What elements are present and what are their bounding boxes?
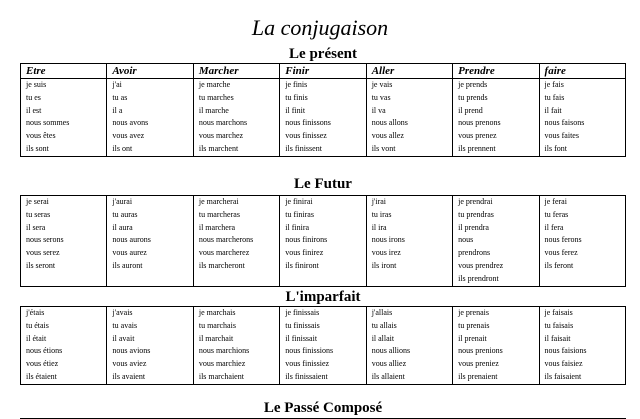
- conjugation-line: je serai: [26, 197, 49, 206]
- conjugation-cell: [107, 307, 193, 385]
- conjugation-line: tu seras: [26, 209, 51, 219]
- conjugation-cell: [280, 307, 366, 385]
- conjugation-line: il est: [26, 105, 42, 115]
- conjugation-cell: [539, 307, 625, 385]
- verb-header: Avoir: [107, 64, 193, 79]
- conjugation-line: nous sommes: [26, 118, 70, 128]
- conjugation-line: il marchait: [198, 333, 234, 343]
- conjugation-line: ils vont: [371, 143, 396, 153]
- conjugation-line: tu feras: [544, 209, 569, 219]
- conjugation-line: j'ai: [112, 80, 122, 89]
- conjugation-line: tu es: [26, 92, 41, 102]
- conjugation-line: j'aurai: [112, 197, 133, 206]
- conjugation-line: vous prendrez: [458, 260, 504, 270]
- conjugation-line: il aura: [112, 222, 133, 232]
- conjugation-line: ils prenaient: [458, 371, 498, 381]
- conjugation-line: je suis: [26, 80, 47, 89]
- conjugation-cell: [107, 79, 193, 157]
- conjugation-line: vous ferez: [544, 248, 578, 258]
- conjugation-cell: [280, 196, 366, 287]
- conjugation-line: vous finirez: [285, 248, 324, 258]
- conjugation-line: tu marchais: [198, 320, 236, 330]
- conjugation-line: vous finissez: [285, 131, 327, 141]
- conjugation-line: vous étiez: [26, 359, 59, 369]
- conjugation-line: prendrons: [458, 248, 491, 258]
- conjugation-line: tu allais: [371, 320, 397, 330]
- conjugation-cell: [21, 79, 107, 157]
- conjugation-line: j'étais: [26, 308, 45, 317]
- conjugation-line: ils feront: [544, 260, 574, 270]
- verb-header: Etre: [21, 64, 107, 79]
- conjugation-line: nous allions: [371, 346, 411, 356]
- conjugation-line: tu finissais: [285, 320, 320, 330]
- conjugation-line: ils finiront: [285, 260, 319, 270]
- section-title-present: Le présent: [289, 46, 357, 62]
- conjugation-line: ils font: [544, 143, 567, 153]
- conjugation-line: ils sont: [26, 143, 49, 153]
- conjugation-cell: [453, 307, 539, 385]
- conjugation-cell: [193, 196, 279, 287]
- conjugation-line: nous faisions: [544, 346, 587, 356]
- conjugation-line: tu fais: [544, 92, 565, 102]
- conjugation-line: il finissait: [285, 333, 318, 343]
- section-title-passe-compose: Le Passé Composé: [263, 400, 383, 416]
- conjugation-line: il finit: [285, 105, 306, 115]
- conjugation-line: vous avez: [112, 131, 145, 141]
- conjugation-line: nous prenons: [458, 118, 501, 128]
- conjugation-line: je finirai: [285, 197, 313, 206]
- conjugation-line: je marcherai: [198, 197, 239, 206]
- conjugation-row: [21, 307, 626, 385]
- conjugation-cell: [539, 196, 625, 287]
- conjugation-line: je prenais: [458, 308, 489, 317]
- conjugation-line: j'allais: [371, 308, 393, 317]
- conjugation-line: il prendra: [458, 222, 489, 232]
- conjugation-line: nous serons: [26, 235, 64, 245]
- verb-header: Prendre: [453, 64, 539, 79]
- conjugation-line: il marchera: [198, 222, 236, 232]
- conjugation-line: tu vas: [371, 92, 391, 102]
- conjugation-line: j'avais: [112, 308, 133, 317]
- conjugation-line: ils faisaient: [544, 371, 582, 381]
- conjugation-line: tu iras: [371, 209, 392, 219]
- conjugation-line: ils avaient: [112, 371, 146, 381]
- conjugation-line: vous allez: [371, 131, 404, 141]
- conjugation-line: il marche: [198, 105, 229, 115]
- conjugation-row: [21, 196, 626, 287]
- conjugation-line: tu faisais: [544, 320, 574, 330]
- conjugation-line: vous marchiez: [198, 359, 246, 369]
- conjugation-line: il fait: [544, 105, 562, 115]
- conjugation-cell: [453, 196, 539, 287]
- conjugation-line: vous aurez: [112, 248, 147, 258]
- conjugation-line: vous alliez: [371, 359, 407, 369]
- conjugation-cell: [107, 196, 193, 287]
- conjugation-cell: [539, 79, 625, 157]
- conjugation-line: vous marchez: [198, 131, 244, 141]
- conjugation-line: tu étais: [26, 320, 49, 330]
- conjugation-line: il avait: [112, 333, 135, 343]
- conjugation-line: il a: [112, 105, 123, 115]
- conjugation-line: il sera: [26, 222, 46, 232]
- conjugation-line: nous ferons: [544, 235, 582, 245]
- conjugation-cell: [366, 196, 452, 287]
- conjugation-line: tu as: [112, 92, 128, 102]
- conjugation-line: nous aurons: [112, 235, 151, 245]
- page-title: La conjugaison: [251, 15, 389, 40]
- conjugation-line: il va: [371, 105, 386, 115]
- conjugation-line: nous avions: [112, 346, 151, 356]
- conjugation-line: ils ont: [112, 143, 133, 153]
- conjugation-line: tu finiras: [285, 209, 314, 219]
- conjugation-cell: [453, 79, 539, 157]
- conjugation-line: ils seront: [26, 260, 56, 270]
- conjugation-cell: [193, 79, 279, 157]
- conjugation-row: [21, 79, 626, 157]
- conjugation-line: tu marches: [198, 92, 234, 102]
- conjugation-line: je marche: [198, 80, 231, 89]
- conjugation-line: tu prends: [458, 92, 488, 102]
- conjugation-line: vous preniez: [458, 359, 499, 369]
- conjugation-line: tu prenais: [458, 320, 490, 330]
- conjugation-line: nous finissions: [285, 346, 334, 356]
- conjugation-line: j'irai: [371, 197, 387, 206]
- conjugation-line: je finis: [285, 80, 308, 89]
- conjugation-line: je vais: [371, 80, 393, 89]
- conjugation-line: vous marcherez: [198, 248, 250, 258]
- conjugation-line: vous faites: [544, 131, 579, 141]
- conjugation-line: je prends: [458, 80, 488, 89]
- conjugation-line: il fera: [544, 222, 564, 232]
- conjugation-table-futur: [20, 195, 626, 287]
- conjugation-line: il prend: [458, 105, 483, 115]
- conjugation-line: nous prenions: [458, 346, 503, 356]
- conjugation-line: ils iront: [371, 260, 397, 270]
- conjugation-line: nous marchons: [198, 118, 248, 128]
- conjugation-line: nous allons: [371, 118, 408, 128]
- conjugation-line: il ira: [371, 222, 387, 232]
- conjugation-line: tu prendras: [458, 209, 494, 219]
- conjugation-line: ils finissent: [285, 143, 322, 153]
- conjugation-line: vous finissiez: [285, 359, 330, 369]
- section-title-imparfait: L'imparfait: [285, 289, 361, 305]
- conjugation-line: il allait: [371, 333, 395, 343]
- conjugation-line: je marchais: [198, 308, 236, 317]
- conjugation-line: il prenait: [458, 333, 487, 343]
- verb-header: Aller: [366, 64, 452, 79]
- conjugation-cell: [280, 79, 366, 157]
- verb-header: faire: [539, 64, 625, 79]
- conjugation-line: vous irez: [371, 248, 401, 258]
- conjugation-line: je prendrai: [458, 197, 493, 206]
- conjugation-line: nous faisons: [544, 118, 585, 128]
- section-title-futur: Le Futur: [294, 176, 352, 192]
- conjugation-line: ils marcheront: [198, 260, 245, 270]
- conjugation-line: nous étions: [26, 346, 63, 356]
- conjugation-line: il finira: [285, 222, 310, 232]
- conjugation-line: ils étaient: [26, 371, 57, 381]
- conjugation-line: ils marchaient: [198, 371, 244, 381]
- conjugation-line: vous serez: [26, 248, 60, 258]
- conjugation-line: ils prendront: [458, 273, 499, 283]
- conjugation-line: ils auront: [112, 260, 143, 270]
- conjugation-line: nous: [458, 235, 474, 245]
- conjugation-line: nous finirons: [285, 235, 328, 245]
- conjugation-table-imparfait: [20, 306, 626, 385]
- conjugation-cell: [21, 196, 107, 287]
- conjugation-line: je ferai: [544, 197, 567, 206]
- conjugation-line: ils marchent: [198, 143, 239, 153]
- conjugation-cell: [366, 307, 452, 385]
- conjugation-line: nous marchions: [198, 346, 250, 356]
- verb-header-row: [21, 64, 626, 79]
- verb-header: Finir: [280, 64, 366, 79]
- conjugation-cell: [21, 307, 107, 385]
- conjugation-line: ils allaient: [371, 371, 405, 381]
- conjugation-line: nous finissons: [285, 118, 331, 128]
- conjugation-line: tu auras: [112, 209, 138, 219]
- conjugation-cell: [366, 79, 452, 157]
- conjugation-table-present: [20, 63, 626, 157]
- conjugation-line: nous irons: [371, 235, 405, 245]
- verb-header: Marcher: [193, 64, 279, 79]
- conjugation-line: nous avons: [112, 118, 149, 128]
- conjugation-line: tu marcheras: [198, 209, 240, 219]
- conjugation-line: il était: [26, 333, 47, 343]
- conjugation-cell: [193, 307, 279, 385]
- conjugation-line: tu avais: [112, 320, 138, 330]
- conjugation-line: vous prenez: [458, 131, 497, 141]
- conjugation-line: vous faisiez: [544, 359, 583, 369]
- conjugation-line: je fais: [544, 80, 564, 89]
- conjugation-line: je faisais: [544, 308, 573, 317]
- conjugation-line: ils prennent: [458, 143, 496, 153]
- conjugation-line: nous marcherons: [198, 235, 254, 245]
- conjugation-line: tu finis: [285, 92, 308, 102]
- conjugation-line: vous êtes: [26, 131, 56, 141]
- conjugation-line: vous aviez: [112, 359, 147, 369]
- conjugation-line: il faisait: [544, 333, 571, 343]
- conjugation-line: je finissais: [285, 308, 320, 317]
- conjugation-line: ils finissaient: [285, 371, 328, 381]
